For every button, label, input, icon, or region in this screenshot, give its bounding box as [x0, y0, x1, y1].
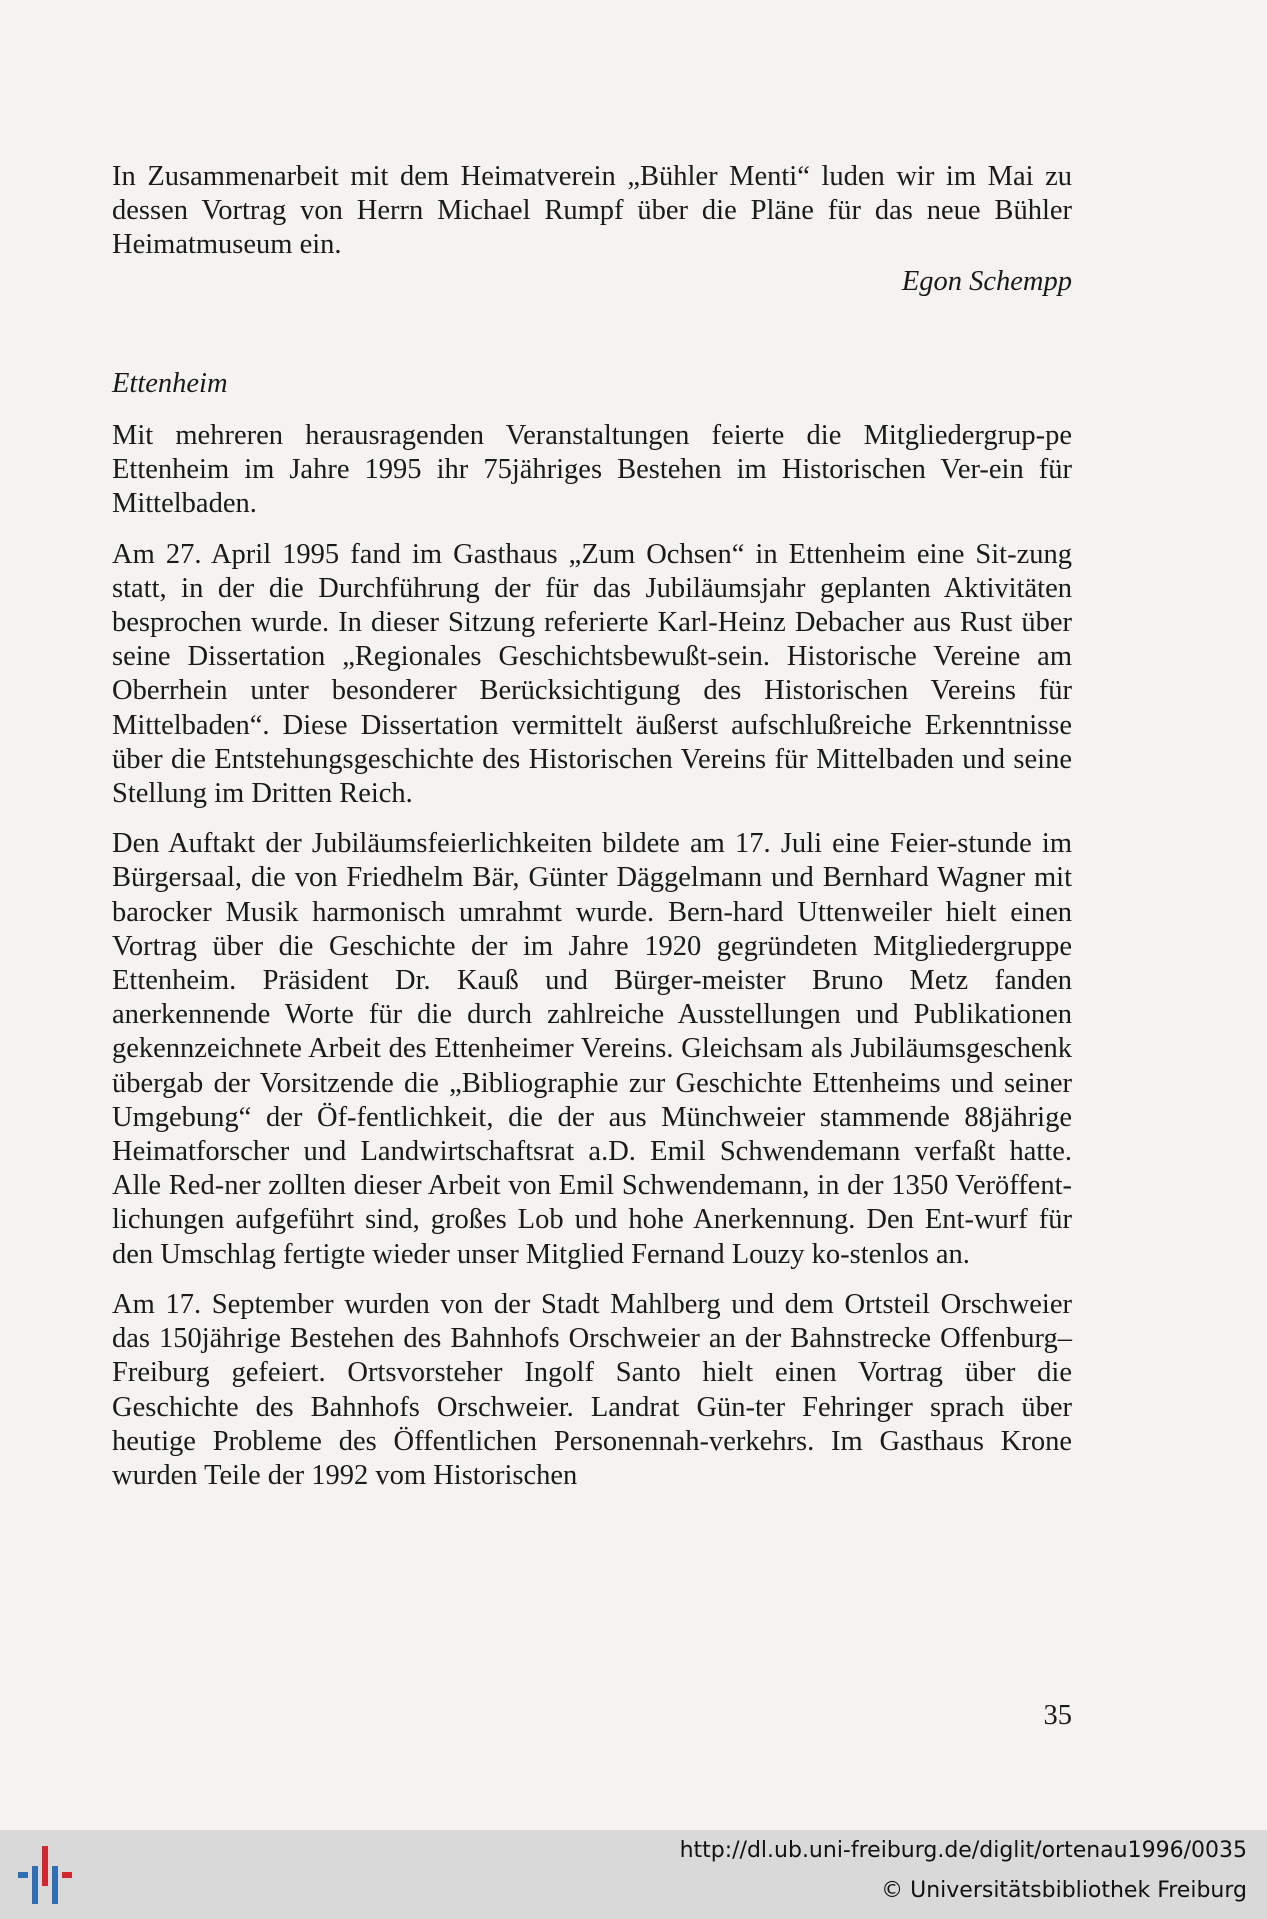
author-signature: Egon Schempp: [901, 265, 1072, 297]
page-body: [112, 160, 1072, 1493]
source-url[interactable]: http://dl.ub.uni-freiburg.de/diglit/ortenau1996/0035: [679, 1838, 1247, 1863]
paragraph: Den Auftakt der Jubiläumsfeierlichkeiten bildete am 17. Juli eine Feier-stunde im Bürgersaal, die von Friedhelm Bär, Günter Däggelmann und Bernhard Wagner mit barocker Musik harmonisch umrahmt wurde. Bern-hard Uttenweiler hielt einen Vortrag über die Geschichte der im Jahre 1920 gegründeten Mitgliedergruppe Ettenheim. Präsident Dr. Kauß und Bürger-meister Bruno Metz fanden anerkennende Worte für die durch zahlreiche Ausstellungen und Publikationen gekennzeichnete Arbeit des Ettenheimer Vereins. Gleichsam als Jubiläumsgeschenk übergab der Vorsitzende die „Bibliographie zur Geschichte Ettenheims und seiner Umgebung“ der Öf-fentlichkeit, die der aus Münchweier stammende 88jährige Heimatforscher und Landwirtschaftsrat a.D. Emil Schwendemann verfaßt hatte. Alle Red-ner zollten dieser Arbeit von Emil Schwendemann, in der 1350 Veröffent-lichungen aufgeführt sind, großes Lob und hohe Anerkennung. Den Ent-wurf für den Umschlag fertigte wieder unser Mitglied Fernand Louzy ko-stenlos an.: [112, 828, 1072, 1270]
paragraph: Mit mehreren herausragenden Veranstaltungen feierte die Mitgliedergrup-pe Ettenheim im Jahre 1995 ihr 75jähriges Bestehen im Historischen Ver-ein für Mittelbaden.: [112, 420, 1072, 520]
paragraph: Am 27. April 1995 fand im Gasthaus „Zum Ochsen“ in Ettenheim eine Sit-zung statt, in der die Durchführung der für das Jubiläumsjahr geplanten Aktivitäten besprochen wurde. In dieser Sitzung referierte Karl-Heinz Debacher aus Rust über seine Dissertation „Regionales Geschichtsbewußt-sein. Historische Vereine am Oberrhein unter besonderer Berücksichtigung des Historischen Vereins für Mittelbaden“. Diese Dissertation vermittelt äußerst aufschlußreiche Erkenntnisse über die Entstehungsgeschichte des Historischen Vereins für Mittelbaden und seine Stellung im Dritten Reich.: [112, 538, 1072, 810]
footer-bar: [0, 1830, 1267, 1919]
paragraph: Am 17. September wurden von der Stadt Mahlberg und dem Ortsteil Orschweier das 150jährige Bestehen des Bahnhofs Orschweier an der Bahnstrecke Offenburg–Freiburg gefeiert. Ortsvorsteher Ingolf Santo hielt einen Vortrag über die Geschichte des Bahnhofs Orschweier. Landrat Gün-ter Fehringer sprach über heutige Probleme des Öffentlichen Personennah-verkehrs. Im Gasthaus Krone wurden Teile der 1992 vom Historischen: [112, 1288, 1072, 1491]
copyright-notice: © Universitätsbibliothek Freiburg: [881, 1878, 1247, 1903]
ub-freiburg-logo-icon: [18, 1844, 82, 1904]
section-heading: Ettenheim: [112, 367, 228, 399]
page-number: 35: [1043, 1700, 1072, 1731]
intro-paragraph: In Zusammenarbeit mit dem Heimatverein „Bühler Menti“ luden wir im Mai zu dessen Vortrag von Herrn Michael Rumpf über die Pläne für das neue Bühler Heimatmuseum ein.: [112, 161, 1072, 261]
